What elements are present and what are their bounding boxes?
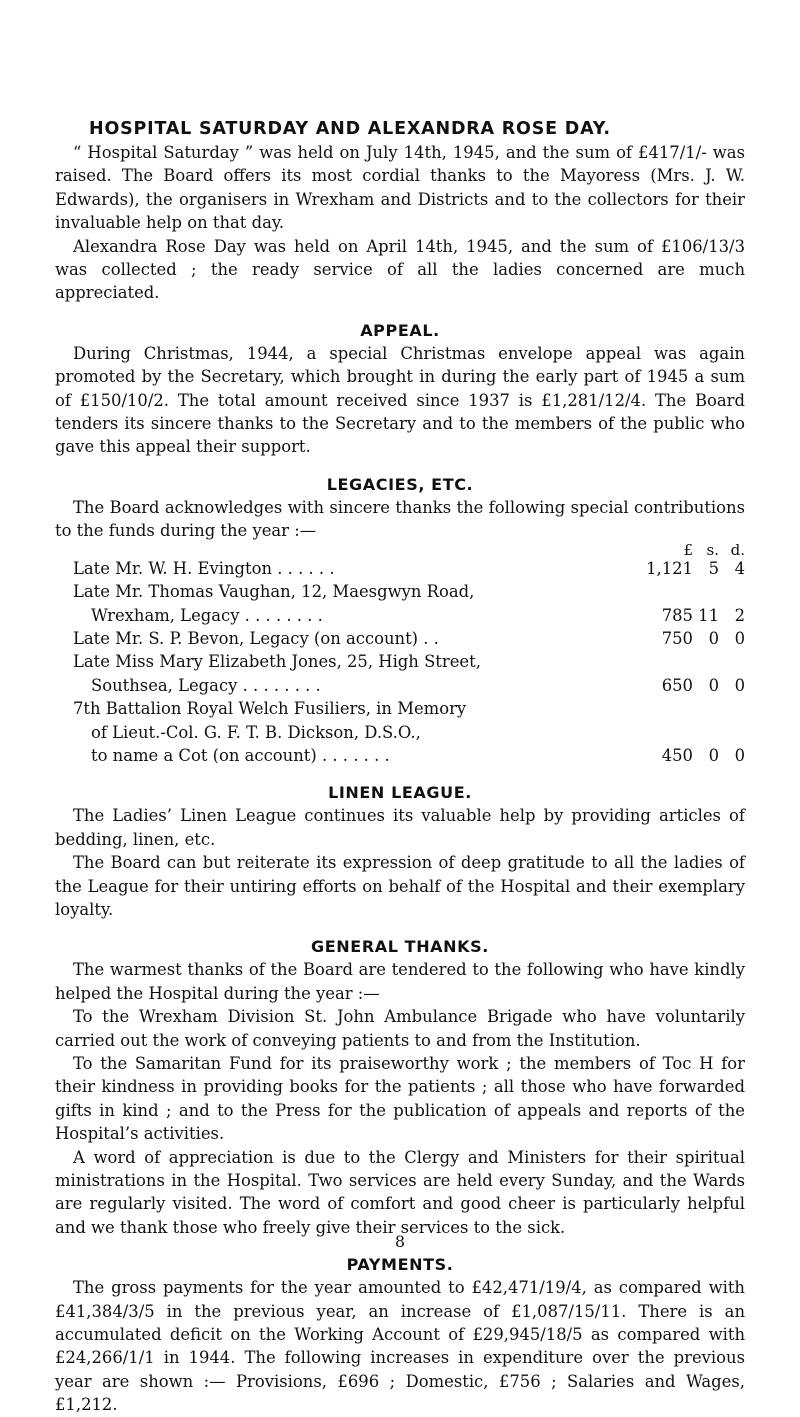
legacy-row [55,557,745,580]
legacy-shillings: 5 [708,558,719,578]
legacy-row [55,697,745,767]
legacy-pounds: 750 [661,628,693,648]
paragraph: “ Hospital Saturday ” was held on July 14th, 1945, and the sum of £417/1/- was raised. The Board offers its most cordial thanks to the Mayoress (Mrs. J. W. Edwards), the organisers in Wrexham and Districts and to the collectors for their invaluable help on that day. [55,143,745,233]
paragraph: To the Samaritan Fund for its praiseworthy work ; the members of Toc H for their kindness in providing books for the patients ; all those who have forwarded gifts in kind ; and to the Press for the publication of appeals and reports of the Hospital’s activities. [55,1054,745,1144]
paragraph: The gross payments for the year amounted to £42,471/19/4, as compared with £41,384/3/5 in the previous year, an increase of £1,087/15/11. There is an accumulated deficit on the Working Account of £29,945/18/5 as compared with £24,266/1/1 in 1944. The following increases in expenditure over the previous year are shown :— Provisions, £696 ; Domestic, £756 ; Salaries and Wages, £1,212. [55,1278,745,1415]
legacy-pounds: 1,121 [646,558,693,578]
legacy-row [55,650,745,697]
paragraph: During Christmas, 1944, a special Christmas envelope appeal was again promoted by the Secretary, which brought in during the early part of 1945 a sum of £150/10/2. The total amount received since 1937 is £1,281/12/4. The Board tenders its sincere thanks to the Secretary and to the members of the public who gave this appeal their support. [55,343,745,457]
legacy-pence: 0 [734,628,745,648]
legacies-table [55,540,745,768]
legacy-pounds: 450 [661,745,693,765]
legacy-pounds: 650 [661,675,693,695]
legacy-row [55,627,745,650]
legacy-pence: 2 [734,605,745,625]
paragraph: Alexandra Rose Day was held on April 14th, 1945, and the sum of £106/13/3 was collected ; the ready service of all the ladies concerned are much appreciated. [55,236,745,303]
pounds-header: £ [683,540,693,559]
legacy-description: Late Mr. W. H. Evington . . . . . . [73,558,335,578]
legacy-pounds: 785 [661,605,693,625]
section-heading-payments: PAYMENTS. [346,1255,454,1275]
legacies-column-headers [55,543,745,557]
legacy-pence: 4 [734,558,745,578]
legacy-description: Late Miss Mary Elizabeth Jones, 25, High Street, Southsea, Legacy . . . . . . . . [73,652,481,695]
legacy-shillings: 0 [708,628,719,648]
paragraph: The Board can but reiterate its expression of deep gratitude to all the ladies of the League for their untiring efforts on behalf of the Hospital and their exemplary loyalty. [55,853,745,919]
paragraph: The Ladies’ Linen League continues its valuable help by providing articles of bedding, linen, etc. [55,806,745,849]
document-page [55,118,745,1417]
legacy-shillings: 0 [708,745,719,765]
paragraph: The warmest thanks of the Board are tendered to the following who have kindly helped the Hospital during the year :— [55,960,745,1003]
legacy-pence: 0 [734,745,745,765]
section-heading-legacies: LEGACIES, ETC. [326,474,474,494]
legacy-description: 7th Battalion Royal Welch Fusiliers, in Memory of Lieut.-Col. G. F. T. B. Dickson, D.S.O., to name a Cot (on account) . . . . . . . [73,699,467,765]
legacy-shillings: 0 [708,675,719,695]
section-heading-general-thanks: GENERAL THANKS. [311,937,489,957]
legacy-description: Late Mr. Thomas Vaughan, 12, Maesgwyn Road, Wrexham, Legacy . . . . . . . . [73,582,475,625]
legacy-row [55,580,745,627]
section-heading-linen-league: LINEN LEAGUE. [328,783,472,803]
legacies-intro: The Board acknowledges with sincere thanks the following special contributions to the funds during the year :— [55,497,745,541]
legacy-description: Late Mr. S. P. Bevon, Legacy (on account) . . [73,628,439,648]
section-heading-appeal: APPEAL. [360,320,440,340]
pence-header: d. [730,540,745,559]
page-number: 8 [394,1232,406,1251]
paragraph: To the Wrexham Division St. John Ambulance Brigade who have voluntarily carried out the work of conveying patients to and from the Institution. [55,1007,745,1050]
legacy-pence: 0 [734,675,745,695]
section-heading-hospital-saturday: HOSPITAL SATURDAY AND ALEXANDRA ROSE DAY. [89,119,611,139]
legacy-shillings: 11 [698,605,719,625]
shillings-header: s. [706,540,719,559]
paragraph: A word of appreciation is due to the Clergy and Ministers for their spiritual ministrations in the Hospital. Two services are held every Sunday, and the Wards are regularly visited. The word of comfort and good cheer is particularly helpful and we thank those who freely give their services to the sick. [55,1147,745,1237]
